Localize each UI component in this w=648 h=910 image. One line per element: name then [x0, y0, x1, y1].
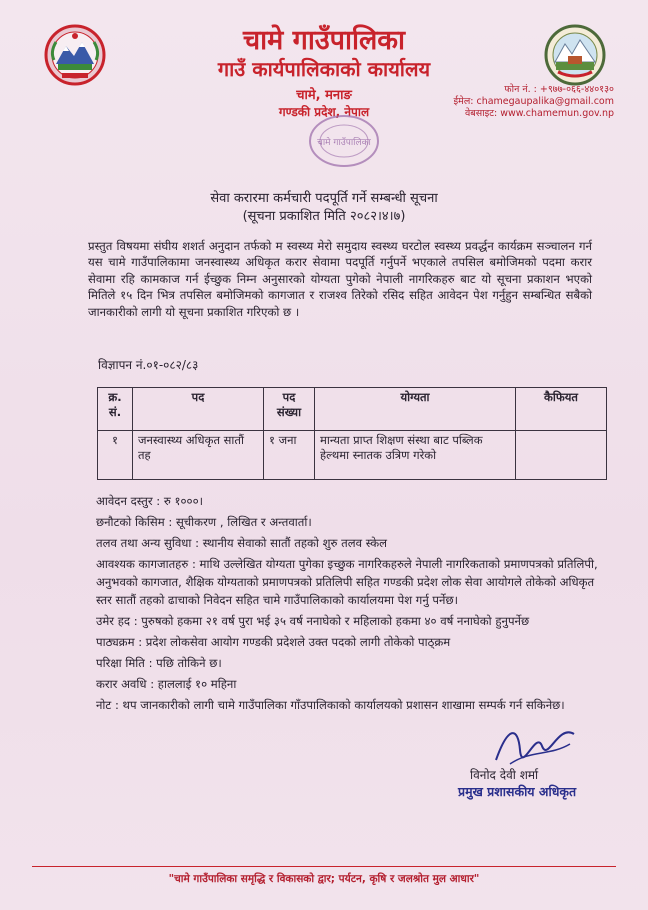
signer-title: प्रमुख प्रशासकीय अधिकृत: [458, 784, 577, 799]
municipality-logo-icon: [544, 24, 606, 90]
contact-block: [453, 84, 614, 120]
cell-remarks: [516, 431, 607, 480]
office-stamp-icon: [306, 112, 382, 174]
notice-heading: [0, 190, 648, 226]
detail-documents: आवश्यक कागजातहरु : माथि उल्लेखित योग्यता पुगेका इच्छुक नागरिकहरुले नेपाली नागरिकताको प्रमाणपत्रको प्रतिलिपी, अनुभवको कागजात, शैक्षिक योग्यताको प्रमाणपत्रको प्रतिलिपी सहित गण्डकी प्रदेश लोक सेवा आयोगले तोकेको अधिकृत स्तर सातौं तहको ढाचाको निवेदन सहित चामे गाउँपालिकाको कार्यालयमा पेश गर्नु पर्नेछ।: [96, 557, 598, 607]
header-sn: क्र. सं.: [98, 388, 133, 431]
detail-selection: छनौटको किसिम : सूचीकरण , लिखित र अन्तवार्ता।: [96, 515, 312, 529]
website-text[interactable]: वेबसाइट: www.chamemun.gov.np: [465, 108, 614, 119]
notice-title: सेवा करारमा कर्मचारी पदपूर्ति गर्ने सम्बन्धी सूचना: [210, 191, 438, 206]
office-province: गण्डकी प्रदेश, नेपाल: [278, 105, 370, 119]
footer-slogan: "चामे गाउँपालिका समृद्धि र विकासको द्वार; पर्यटन, कृषि र जलश्रोत मुल आधार": [168, 873, 480, 885]
detail-note: नोट : थप जानकारीको लागी चामे गाउँपालिका गाँउपालिकाको कार्यालयको प्रशासन शाखामा सम्पर्क गर्न सकिनेछ।: [96, 698, 565, 712]
header-post: पद: [133, 388, 264, 431]
table-row: [98, 431, 607, 480]
signer-name: विनोद देवी शर्मा: [470, 768, 539, 782]
post-table: [97, 387, 607, 480]
detail-age-limit: उमेर हद : पुरुषको हकमा २१ वर्ष पुरा भई ३५ वर्ष ननाघेको र महिलाको हकमा ४० वर्ष ननाघेको हुनुपर्नेछ: [96, 614, 530, 628]
office-name: गाउँ कार्यपालिकाको कार्यालय: [217, 57, 431, 81]
notice-publish-date: (सूचना प्रकाशित मिति २०८२।४।७): [242, 209, 406, 224]
phone-text: फोन नं. : +९७७-०६६-४४०१३०: [504, 84, 614, 95]
signature-icon: [490, 720, 580, 772]
office-place: चामे, मनाङ: [296, 88, 352, 103]
footer-divider: [32, 866, 616, 867]
detail-fee: आवेदन दस्तुर : रु १०००।: [96, 494, 203, 508]
cell-count: १ जना: [264, 431, 315, 480]
details-list: [96, 492, 604, 717]
notice-intro: प्रस्तुत विषयमा संघीय शशर्त अनुदान तर्फको म स्वस्थ्य मेरो समुदाय स्वस्थ्य घरटोल स्वस्थ्य प्रवर्द्धन कार्यक्रम सञ्चालन गर्न यस चामे गाउँपालिकामा जनस्वास्थ्य अधिकृत करार सेवामा पदपूर्ति गर्नुपर्ने भएकाले तपसिल बमोजिमको पदमा करार सेवामा रहि कामकाज गर्न ईच्छुक निम्न अनुसारको योग्यता पुगेको नेपाली नागरिकहरु बाट यो सूचना प्रकाशन भएको मितिले १५ दिन भित्र तपसिल बमोजिमको कागजात र राजश्व तिरेको रसिद सहित आवेदन पेश गर्नुहुन सम्बन्धित सबैको जानकारीको लागी यो सूचना प्रकाशित गरिएको छ ।: [88, 239, 592, 319]
cell-qualification: मान्यता प्राप्त शिक्षण संस्था बाट पब्लिक हेल्थमा स्नातक उत्रिण गरेको: [315, 431, 516, 480]
detail-contract-period: करार अवधि : हाललाई १० महिना: [96, 677, 237, 691]
header-qualification: योग्यता: [315, 388, 516, 431]
ad-number: विज्ञापन नं.०१-०८२/८३: [98, 358, 199, 372]
email-text[interactable]: ईमेल: chamegaupalika@gmail.com: [453, 96, 614, 107]
header-count: पद संख्या: [264, 388, 315, 431]
cell-post: जनस्वास्थ्य अधिकृत सातौं तह: [133, 431, 264, 480]
stamp-text: चामे गाउँपालिका: [317, 138, 371, 148]
table-header-row: [98, 388, 607, 431]
detail-exam-date: परिक्षा मिति : पछि तोकिने छ।: [96, 656, 222, 670]
org-name: चामे गाउँपालिका: [242, 25, 406, 56]
detail-salary: तलव तथा अन्य सुविधा : स्थानीय सेवाको सातौं तहको शुरु तलव स्केल: [96, 536, 387, 550]
header-remarks: कैफियत: [516, 388, 607, 431]
detail-syllabus: पाठ्यक्रम : प्रदेश लोकसेवा आयोग गण्डकी प्रदेशले उक्त पदको लागी तोकेको पाठ्क्रम: [96, 635, 451, 649]
cell-sn: १: [98, 431, 133, 480]
